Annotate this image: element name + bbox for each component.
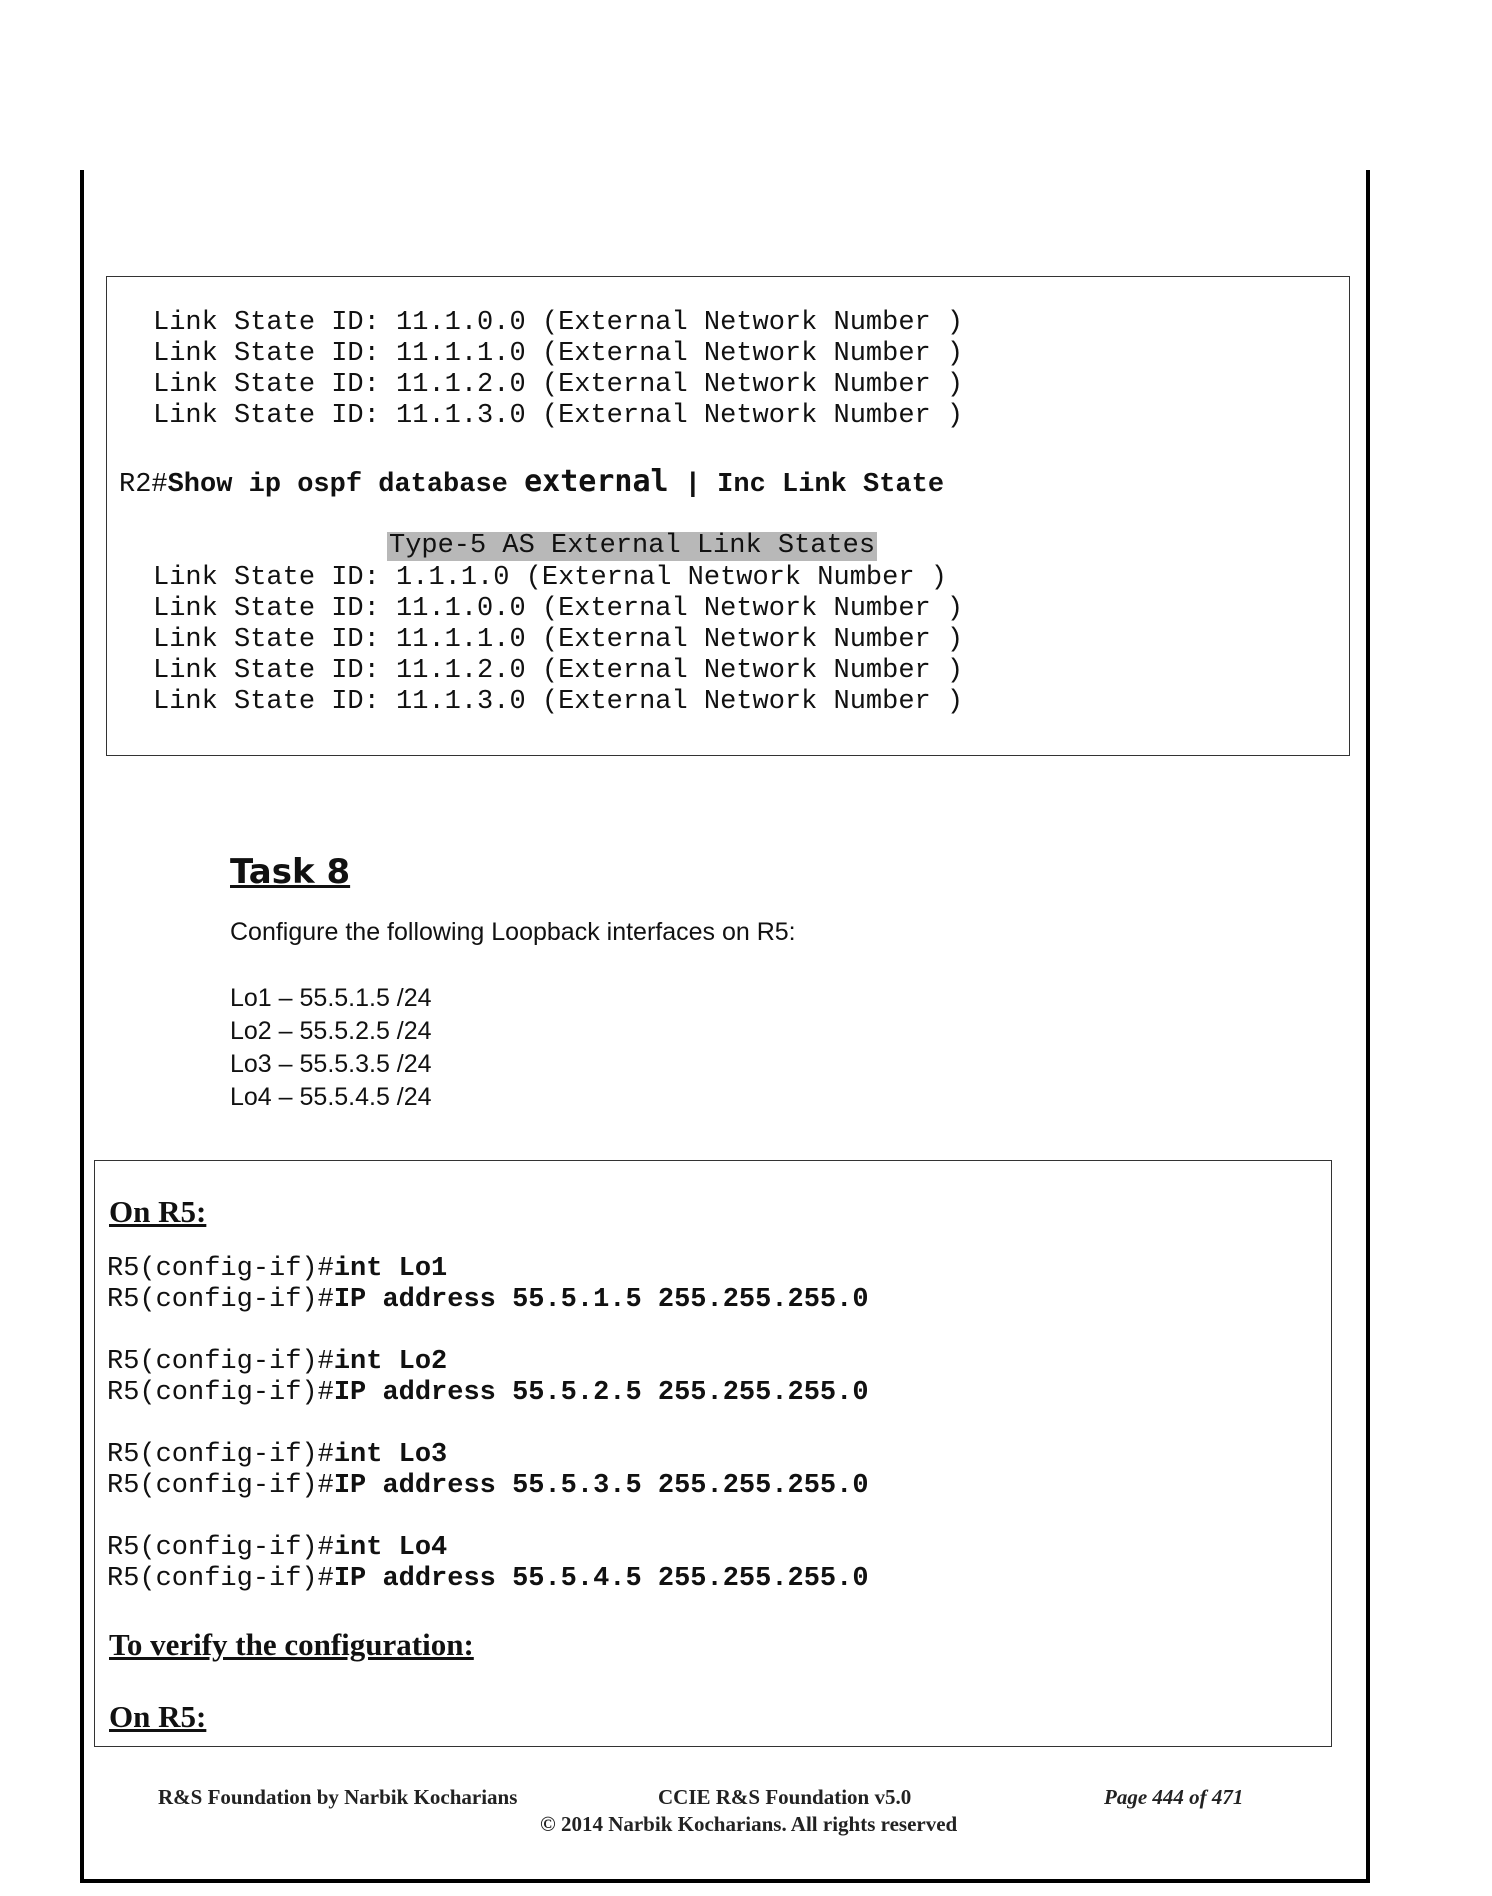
output-line: Link State ID: 11.1.2.0 (External Network Number ) bbox=[153, 656, 964, 686]
output-line: Link State ID: 11.1.0.0 (External Network Number ) bbox=[153, 594, 964, 624]
config-line bbox=[107, 1566, 869, 1593]
config-line bbox=[107, 1380, 869, 1407]
config-line bbox=[107, 1535, 447, 1562]
config-line bbox=[107, 1349, 447, 1376]
output-line: Link State ID: 11.1.1.0 (External Network Number ) bbox=[153, 625, 964, 655]
cli-prompt: R2# bbox=[119, 470, 168, 500]
output-line: Link State ID: 11.1.0.0 (External Network Number ) bbox=[153, 308, 964, 338]
config-command: int Lo2 bbox=[333, 1347, 448, 1377]
cli-command bbox=[119, 464, 945, 500]
section-heading: On R5: bbox=[109, 1699, 207, 1734]
config-command: IP address 55.5.4.5 255.255.255.0 bbox=[333, 1564, 869, 1594]
output-line: Link State ID: 11.1.3.0 (External Network Number ) bbox=[153, 401, 964, 431]
solution-box bbox=[94, 1160, 1332, 1747]
section-heading: To verify the configuration: bbox=[109, 1627, 474, 1662]
task-description: Configure the following Loopback interfaces on R5: bbox=[230, 918, 796, 946]
command-external: external bbox=[524, 464, 669, 499]
config-line bbox=[107, 1287, 869, 1314]
cli-prompt: R5(config-if)# bbox=[107, 1471, 334, 1501]
cli-prompt: R5(config-if)# bbox=[107, 1378, 334, 1408]
task-item: Lo3 – 55.5.3.5 /24 bbox=[230, 1050, 432, 1078]
section-heading: On R5: bbox=[109, 1194, 207, 1229]
task-item: Lo2 – 55.5.2.5 /24 bbox=[230, 1017, 432, 1045]
config-command: IP address 55.5.1.5 255.255.255.0 bbox=[333, 1285, 869, 1315]
footer-copyright: © 2014 Narbik Kocharians. All rights reserved bbox=[540, 1812, 958, 1836]
config-command: int Lo3 bbox=[333, 1440, 448, 1470]
output-line: Link State ID: 11.1.2.0 (External Network Number ) bbox=[153, 370, 964, 400]
footer-author: R&S Foundation by Narbik Kocharians bbox=[158, 1785, 518, 1809]
cli-prompt: R5(config-if)# bbox=[107, 1254, 334, 1284]
config-command: IP address 55.5.2.5 255.255.255.0 bbox=[333, 1378, 869, 1408]
config-line bbox=[107, 1473, 869, 1500]
command-part: Show ip ospf database bbox=[167, 470, 525, 500]
cli-prompt: R5(config-if)# bbox=[107, 1533, 334, 1563]
config-command: IP address 55.5.3.5 255.255.255.0 bbox=[333, 1471, 869, 1501]
section-header-highlight: Type-5 AS External Link States bbox=[389, 531, 876, 561]
task-item: Lo4 – 55.5.4.5 /24 bbox=[230, 1083, 432, 1111]
cli-output-box bbox=[106, 276, 1350, 756]
output-line: Link State ID: 1.1.1.0 (External Network Number ) bbox=[153, 563, 947, 593]
command-part: | Inc Link State bbox=[668, 470, 945, 500]
footer-page-number: Page 444 of 471 bbox=[1104, 1785, 1244, 1809]
config-command: int Lo1 bbox=[333, 1254, 448, 1284]
cli-prompt: R5(config-if)# bbox=[107, 1285, 334, 1315]
config-command: int Lo4 bbox=[333, 1533, 448, 1563]
task-item: Lo1 – 55.5.1.5 /24 bbox=[230, 984, 432, 1012]
cli-prompt: R5(config-if)# bbox=[107, 1347, 334, 1377]
footer-title: CCIE R&S Foundation v5.0 bbox=[658, 1785, 912, 1809]
config-line bbox=[107, 1256, 447, 1283]
config-line bbox=[107, 1442, 447, 1469]
output-line: Link State ID: 11.1.3.0 (External Network Number ) bbox=[153, 687, 964, 717]
cli-prompt: R5(config-if)# bbox=[107, 1564, 334, 1594]
output-line: Link State ID: 11.1.1.0 (External Network Number ) bbox=[153, 339, 964, 369]
task-title: Task 8 bbox=[230, 852, 351, 892]
cli-prompt: R5(config-if)# bbox=[107, 1440, 334, 1470]
